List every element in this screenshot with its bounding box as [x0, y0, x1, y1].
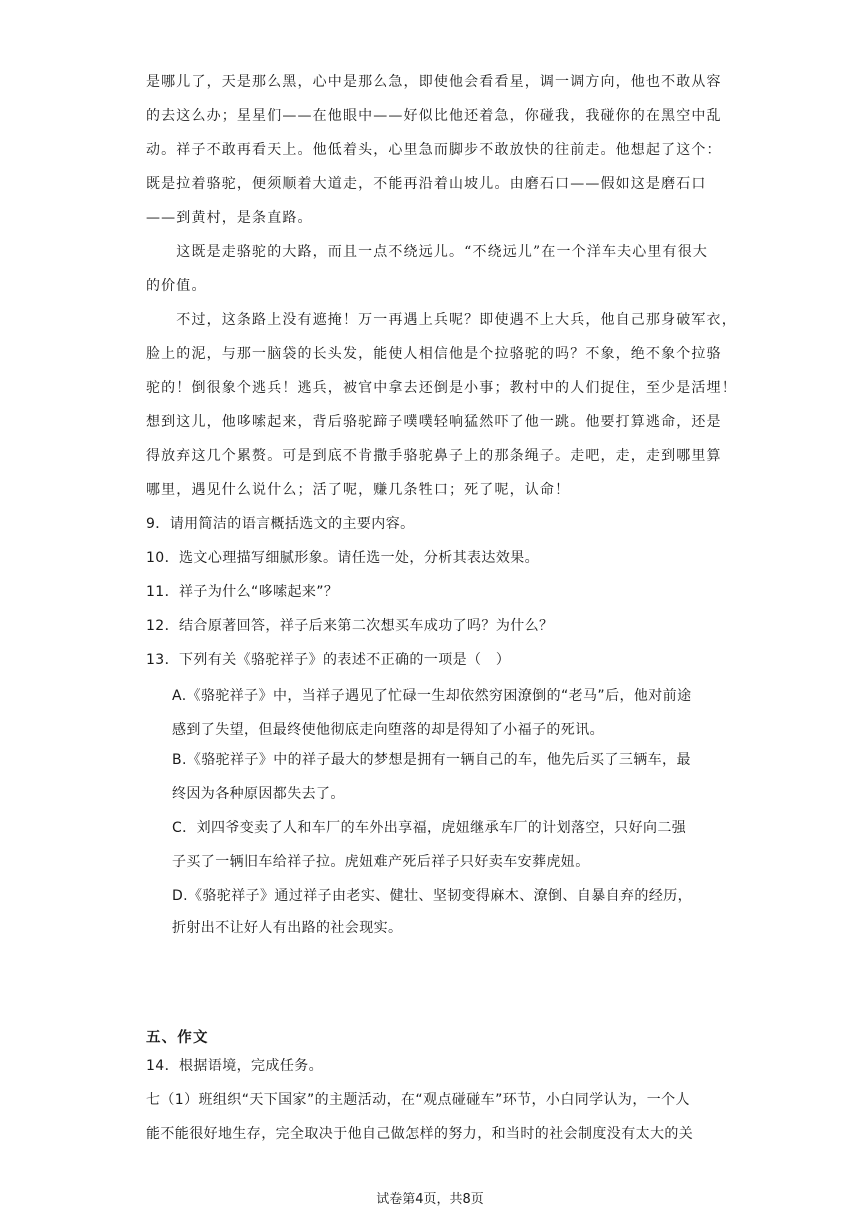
passage-line: 既是拉着骆驼，便须顺着大道走，不能再沿着山坡儿。由磨石口——假如这是磨石口: [146, 176, 707, 192]
option-c: C．刘四爷变卖了人和车厂的车外出享福，虎妞继承车厂的计划落空，只好向二强: [172, 820, 687, 836]
question-9: 9．请用简洁的语言概括选文的主要内容。: [146, 516, 415, 532]
passage-line: 想到这儿，他哆嗦起来，背后骆驼蹄子噗噗轻响猛然吓了他一跳。他要打算逃命，还是: [146, 414, 722, 430]
option-c-cont: 子买了一辆旧车给祥子拉。虎妞难产死后祥子只好卖车安葬虎妞。: [172, 854, 590, 870]
option-d: D.《骆驼祥子》通过祥子由老实、健壮、坚韧变得麻木、潦倒、自暴自弃的经历，: [172, 888, 693, 904]
passage-line: 哪里，遇见什么说什么；活了呢，赚几条牲口；死了呢，认命！: [146, 482, 571, 498]
passage-line: 得放弃这几个累赘。可是到底不肯撒手骆驼鼻子上的那条绳子。走吧，走，走到哪里算: [146, 448, 722, 464]
question-13: 13．下列有关《骆驼祥子》的表述不正确的一项是（ ）: [146, 652, 511, 668]
essay-prompt-line: 七（1）班组织“天下国家”的主题活动，在“观点碰碰车”环节，小白同学认为，一个人: [146, 1092, 690, 1108]
passage-line: 这既是走骆驼的大路，而且一点不绕远儿。“不绕远儿”在一个洋车夫心里有很大: [146, 244, 709, 260]
passage-line: 的去这么办；星星们——在他眼中——好似比他还着急，你碰我，我碰你的在黑空中乱: [146, 108, 722, 124]
option-d-cont: 折射出不让好人有出路的社会现实。: [172, 920, 403, 936]
passage-line: 动。祥子不敢再看天上。他低着头，心里急而脚步不敢放快的往前走。他想起了这个：: [146, 142, 722, 158]
passage-line: 驼的！倒很象个逃兵！逃兵，被官中拿去还倒是小事；教村中的人们捉住，至少是活埋！: [146, 380, 737, 396]
question-12: 12．结合原著回答，祥子后来第二次想买车成功了吗？为什么？: [146, 618, 554, 634]
option-b: B.《骆驼祥子》中的祥子最大的梦想是拥有一辆自己的车，他先后买了三辆车，最: [172, 752, 691, 768]
section-heading: 五、作文: [146, 1030, 209, 1046]
passage-line: 脸上的泥，与那一脑袋的长头发，能使人相信他是个拉骆驼的吗？不象，绝不象个拉骆: [146, 346, 722, 362]
essay-prompt-line: 能不能很好地生存，完全取决于他自己做怎样的努力，和当时的社会制度没有太大的关: [146, 1126, 694, 1142]
passage-line: 的价值。: [146, 278, 207, 294]
option-a-cont: 感到了失望，但最终使他彻底走向堕落的却是得知了小福子的死讯。: [172, 722, 604, 738]
option-a: A.《骆驼祥子》中，当祥子遇见了忙碌一生却依然穷困潦倒的“老马”后，他对前途: [172, 688, 692, 704]
page-footer: 试卷第4页，共8页: [376, 1192, 484, 1207]
passage-line: 不过，这条路上没有遮掩！万一再遇上兵呢？即使遇不上大兵，他自己那身破军衣，: [146, 312, 737, 328]
question-10: 10．选文心理描写细腻形象。请任选一处，分析其表达效果。: [146, 550, 540, 566]
option-b-cont: 终因为各种原因都失去了。: [172, 786, 345, 802]
question-14: 14．根据语境，完成任务。: [146, 1058, 324, 1074]
question-11: 11．祥子为什么“哆嗦起来”？: [146, 584, 339, 600]
passage-line: ——到黄村，是条直路。: [146, 210, 313, 226]
passage-line: 是哪儿了，天是那么黑，心中是那么急，即使他会看看星，调一调方向，他也不敢从容: [146, 74, 722, 90]
